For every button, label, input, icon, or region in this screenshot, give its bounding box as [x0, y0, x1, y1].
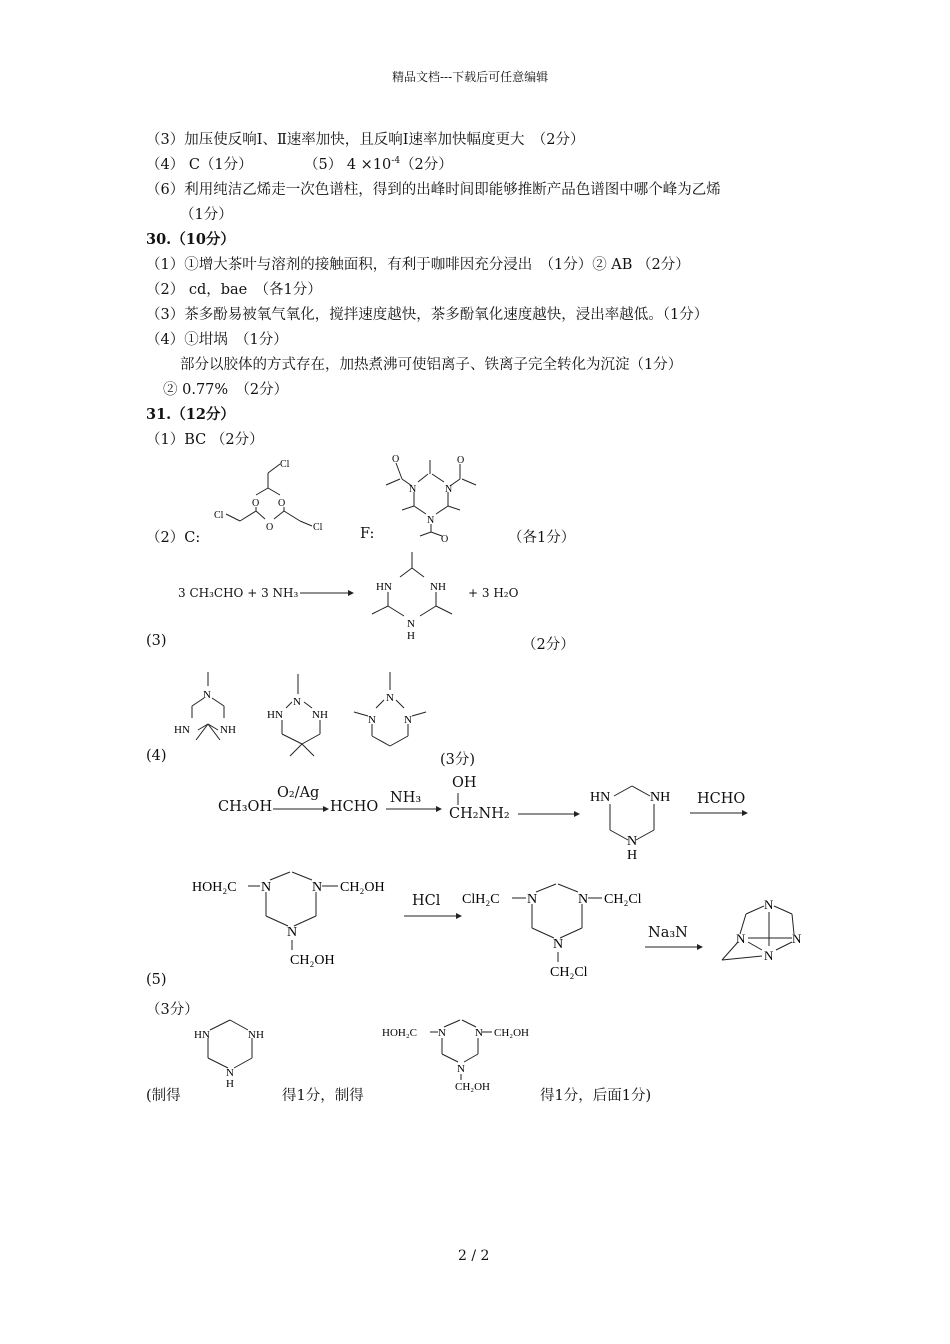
- route-oh: OH: [452, 775, 477, 791]
- answer-31-2-c-label: （2）C:: [146, 530, 201, 546]
- answer-31-4-label: (4): [146, 748, 167, 764]
- clh2c-label: ClH₂C: [462, 892, 500, 907]
- ch2oh-label: CH₂OH: [455, 1081, 491, 1093]
- final-note-b: 得1分，制得: [282, 1088, 364, 1104]
- answer-31-2-points: （各1分）: [508, 530, 576, 546]
- chlorine-label: Cl: [313, 522, 323, 533]
- route-ch3oh: CH₃OH: [218, 799, 273, 815]
- page-number: 2 / 2: [458, 1248, 490, 1264]
- route-reagent-hcl: HCl: [412, 893, 441, 909]
- structure-tris-hydroxymethyl-small: [382, 1018, 562, 1098]
- answer-30-2: （2） cd，bae （各1分）: [146, 282, 322, 298]
- nitrogen-label: N: [764, 948, 774, 963]
- nitrogen-label: N: [527, 892, 538, 907]
- route-hcho: HCHO: [330, 799, 379, 815]
- nitrogen-label: N: [475, 1027, 483, 1039]
- nitrogen-label: N: [792, 931, 802, 946]
- reaction-arrow: [300, 588, 350, 598]
- reaction-arrow: [690, 808, 750, 818]
- answer-31-1: （1）BC （2分）: [146, 432, 264, 448]
- isomer-structure-2: [264, 672, 354, 762]
- chlorine-label: Cl: [214, 510, 224, 521]
- nitrogen-label: N: [404, 714, 412, 726]
- oxygen-label: O: [278, 498, 286, 509]
- final-note-c: 得1分，后面1分): [540, 1088, 652, 1104]
- nitrogen-label: N: [203, 689, 211, 701]
- hn-label: HN: [174, 724, 190, 736]
- nh-label: NH: [248, 1029, 264, 1041]
- hn-label: HN: [267, 709, 283, 721]
- answer-31-4-points: (3分): [440, 752, 476, 768]
- ch2oh-label: CH₂OH: [494, 1027, 530, 1039]
- equation-3-reactants: 3 CH₃CHO + 3 NH₃: [178, 586, 299, 600]
- structure-tris-chloromethyl-triazinane: [460, 882, 680, 982]
- oxygen-label: O: [252, 498, 260, 509]
- chlorine-label: Cl: [280, 459, 290, 470]
- structure-f-triacetyl-triazinane: [376, 448, 496, 548]
- oxygen-label: O: [392, 454, 400, 465]
- nitrogen-label: N: [627, 834, 638, 849]
- isomer-structure-3: [346, 672, 446, 762]
- nitrogen-label: N: [578, 892, 589, 907]
- nitrogen-label: N: [293, 696, 301, 708]
- answer-30-1: （1）①增大茶叶与溶剂的接触面积，有利于咖啡因充分浸出 （1分）② AB （2分）: [146, 257, 690, 273]
- hydrogen-label: H: [407, 630, 415, 642]
- reaction-arrow: [273, 804, 329, 814]
- nitrogen-label: N: [438, 1027, 446, 1039]
- answer-29-3: （3）加压使反响Ⅰ、Ⅱ速率加快，且反响Ⅰ速率加快幅度更大 （2分）: [146, 132, 585, 148]
- nitrogen-label: N: [764, 897, 774, 912]
- ch2cl-label: CH₂Cl: [604, 892, 642, 907]
- nitrogen-label: N: [312, 880, 323, 895]
- hoh2c-label: HOH₂C: [382, 1027, 418, 1039]
- answer-30-4-2: ② 0.77% （2分）: [163, 382, 289, 398]
- isomer-structure-1: [170, 672, 250, 762]
- hn-label: HN: [590, 790, 611, 805]
- ch2oh-label: CH₂OH: [340, 880, 385, 895]
- question-31-title: 31.（12分）: [146, 406, 235, 423]
- answer-29-6-points: （1分）: [180, 207, 233, 223]
- answer-31-3-label: (3): [146, 633, 167, 649]
- nitrogen-label: N: [427, 515, 435, 526]
- nitrogen-label: N: [226, 1067, 234, 1079]
- ch2oh-label: CH₂OH: [290, 953, 335, 968]
- page-header: 精品文档---下载后可任意编辑: [392, 70, 549, 84]
- route-ch2nh2: CH₂NH₂: [449, 806, 510, 822]
- structure-hexamine: [718, 898, 818, 968]
- ch2cl-label: CH₂Cl: [550, 965, 588, 980]
- answer-31-5-points: （3分）: [146, 1002, 199, 1018]
- question-30-title: 30.（10分）: [146, 231, 235, 248]
- structure-c-trioxane: [200, 455, 340, 545]
- answer-29-5: （5） $4 \times 10^{-4}(2$分）: [304, 156, 453, 173]
- nitrogen-label: N: [445, 484, 453, 495]
- hn-label: HN: [194, 1029, 210, 1041]
- nh-label: NH: [650, 790, 671, 805]
- nh-label: NH: [430, 581, 446, 593]
- answer-31-5-label: (5): [146, 972, 167, 988]
- answer-29-6: （6）利用纯洁乙烯走一次色谱柱，得到的出峰时间即能够推断产品色谱图中哪个峰为乙烯: [146, 182, 721, 198]
- structure-trimethyl-triazinane: [368, 552, 468, 647]
- answer-31-3-points: （2分）: [522, 637, 575, 653]
- nitrogen-label: N: [407, 618, 415, 630]
- nh-label: NH: [312, 709, 328, 721]
- final-note-a: (制得: [146, 1088, 181, 1104]
- route-reagent-nh3: NH₃: [390, 790, 422, 806]
- answer-30-3: （3）茶多酚易被氧气氧化，搅拌速度越快，茶多酚氧化速度越快，浸出率越低。（1分）: [146, 307, 709, 323]
- answer-30-4-note: 部分以胶体的方式存在，加热煮沸可使铝离子、铁离子完全转化为沉淀（1分）: [180, 357, 683, 373]
- equation-3-products: + 3 H₂O: [468, 586, 519, 600]
- hydrogen-label: H: [627, 848, 638, 863]
- reaction-arrow: [386, 804, 442, 814]
- answer-31-2-f-label: F:: [360, 526, 375, 542]
- structure-triazinane: [588, 784, 688, 864]
- nh-label: NH: [220, 724, 236, 736]
- nitrogen-label: N: [457, 1063, 465, 1075]
- reaction-arrow: [404, 911, 464, 921]
- nitrogen-label: N: [409, 484, 417, 495]
- nitrogen-label: N: [736, 931, 746, 946]
- nitrogen-label: N: [261, 880, 272, 895]
- bond-line: [454, 793, 464, 807]
- structure-triazinane-small: [192, 1020, 282, 1090]
- route-reagent-hcho: HCHO: [697, 791, 746, 807]
- route-reagent-o2ag: O₂/Ag: [277, 785, 320, 801]
- structure-tris-hydroxymethyl-triazinane: [190, 870, 410, 970]
- oxygen-label: O: [266, 522, 274, 533]
- answer-29-4: （4） C（1分）: [146, 157, 253, 173]
- reaction-arrow: [645, 942, 705, 952]
- nitrogen-label: N: [368, 714, 376, 726]
- reaction-arrow: [518, 809, 582, 819]
- hoh2c-label: HOH₂C: [192, 880, 237, 895]
- oxygen-label: O: [457, 455, 465, 466]
- nitrogen-label: N: [553, 937, 564, 952]
- route-reagent-na3n: Na₃N: [648, 925, 688, 941]
- nitrogen-label: N: [287, 925, 298, 940]
- hn-label: HN: [376, 581, 392, 593]
- nitrogen-label: N: [386, 692, 394, 704]
- oxygen-label: O: [441, 534, 449, 545]
- hydrogen-label: H: [226, 1078, 234, 1090]
- answer-30-4: （4）①坩埚 （1分）: [146, 332, 288, 348]
